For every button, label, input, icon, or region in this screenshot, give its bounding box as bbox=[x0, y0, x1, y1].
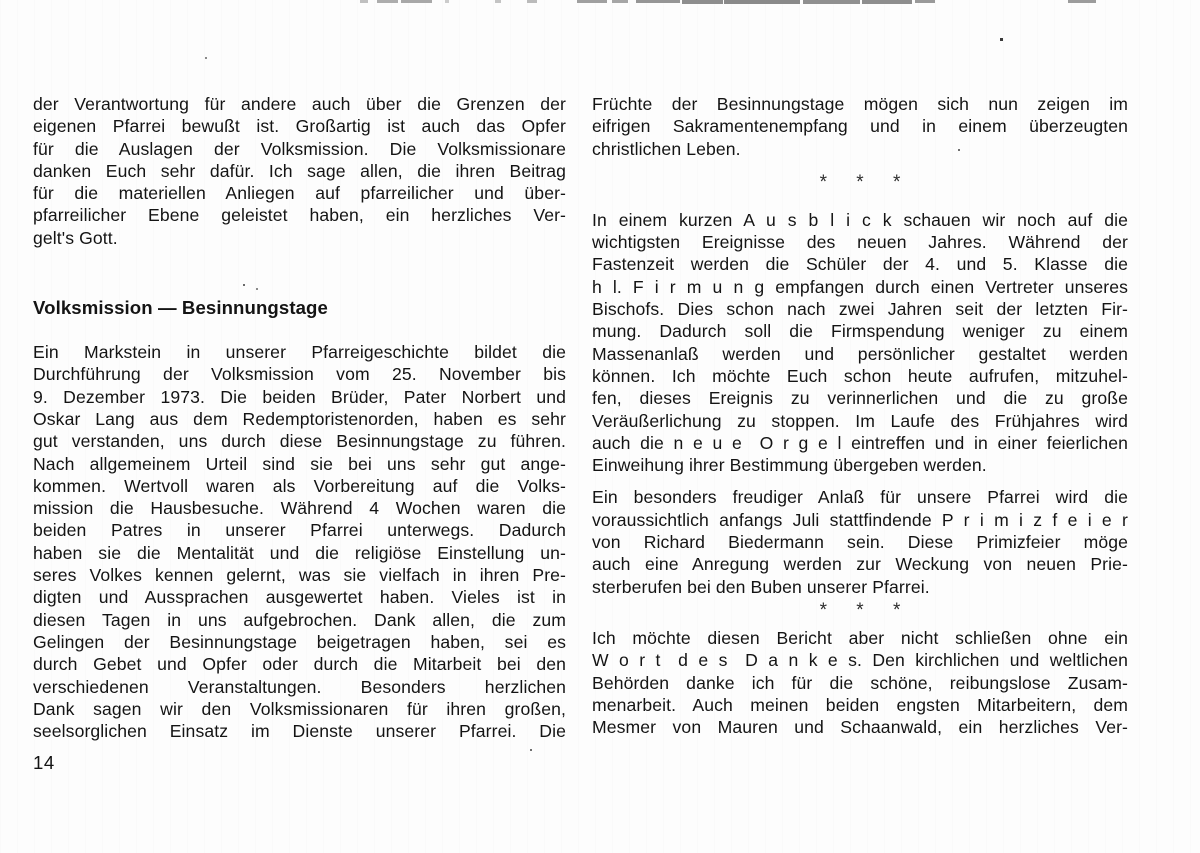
text-line: Fastenzeit werden die Schüler der 4. und 5. Klasse die bbox=[592, 254, 1128, 275]
paragraph-outlook bbox=[592, 209, 1128, 477]
text-line: Durchführung der Volksmission vom 25. November bis bbox=[33, 364, 566, 385]
text-line: verschiedenen Veranstaltungen. Besonders herzlichen bbox=[33, 676, 566, 697]
text-line: Einweihung ihrer Bestimmung übergeben werden. bbox=[592, 455, 987, 476]
text-line: Ich möchte diesen Bericht aber nicht schließen ohne ein bbox=[592, 627, 1128, 648]
text-line: Behörden danke ich für die schöne, reibungslose Zusam- bbox=[592, 672, 1128, 693]
text-line: digten und Aussprachen ausgewertet haben. Vieles ist in bbox=[33, 587, 566, 608]
scan-artifact bbox=[360, 0, 368, 3]
scan-speck bbox=[205, 57, 207, 59]
text-line: W o r t d e s D a n k e s. Den kirchlichen und weltlichen bbox=[592, 650, 1128, 671]
right-column bbox=[592, 93, 1128, 738]
scan-artifact bbox=[682, 0, 723, 4]
scan-artifact bbox=[445, 0, 449, 3]
paragraph-primizfeier bbox=[592, 486, 1128, 597]
scan-artifact bbox=[401, 0, 432, 3]
text-line: danken Euch sehr dafür. Ich sage allen, die ihren Beitrag bbox=[33, 160, 566, 181]
text-line: Oskar Lang aus dem Redemptoristenorden, haben es sehr bbox=[33, 408, 566, 429]
asterisk-separator: * * * bbox=[819, 599, 901, 621]
scan-artifact bbox=[377, 0, 398, 3]
text-line: für die Auslagen der Volksmission. Die Volksmissionare bbox=[33, 138, 566, 159]
paragraph-volksmission-report bbox=[33, 341, 566, 742]
text-line: durch Gebet und Opfer oder durch die Mitarbeit bei den bbox=[33, 654, 566, 675]
text-line: Früchte der Besinnungstage mögen sich nun zeigen im bbox=[592, 94, 1128, 114]
text-line: eifrigen Sakramentenempfang und in einem überzeugten bbox=[592, 116, 1128, 137]
section-heading-volksmission: Volksmission — Besinnungstage bbox=[33, 297, 328, 319]
text-line: Mesmer von Mauren und Schaanwald, ein herzliches Ver- bbox=[592, 717, 1128, 738]
scan-artifact bbox=[636, 0, 680, 3]
left-column bbox=[33, 93, 566, 742]
text-line: In einem kurzen A u s b l i c k schauen wir noch auf die bbox=[592, 209, 1128, 230]
scan-artifact bbox=[495, 0, 501, 3]
scan-artifact bbox=[527, 0, 537, 3]
scan-artifact bbox=[803, 0, 860, 4]
text-line: Bischofs. Dies schon nach zwei Jahren seit der letzten Fir- bbox=[592, 299, 1128, 320]
text-line: gelt's Gott. bbox=[33, 227, 118, 248]
text-line: christlichen Leben. bbox=[592, 138, 741, 159]
scan-artifact bbox=[915, 0, 935, 3]
text-line: mung. Dadurch soll die Firmspendung weniger zu einem bbox=[592, 321, 1128, 342]
text-line: h l. F i r m u n g empfangen durch einen Vertreter unseres bbox=[592, 276, 1128, 297]
scan-speck bbox=[530, 749, 532, 751]
text-line: 9. Dezember 1973. Die beiden Brüder, Pater Norbert und bbox=[33, 386, 566, 407]
text-line: wichtigsten Ereignisse des neuen Jahres. Während der bbox=[592, 232, 1128, 253]
text-line: Massenanlaß werden und persönlicher gestaltet werden bbox=[592, 343, 1128, 364]
asterisk-separator: * * * bbox=[819, 171, 901, 193]
text-line: für die materiellen Anliegen auf pfarreilicher und über- bbox=[33, 183, 566, 204]
text-line: Dank sagen wir den Volksmissionaren für ihren großen, bbox=[33, 698, 566, 719]
text-line: kommen. Wertvoll waren als Vorbereitung auf die Volks- bbox=[33, 475, 566, 496]
page-number: 14 bbox=[33, 752, 55, 773]
text-line: Veräußerlichung zu stoppen. Im Laufe des Frühjahres wird bbox=[592, 410, 1128, 431]
text-line: Ein Markstein in unserer Pfarreigeschichte bildet die bbox=[33, 342, 566, 363]
text-line: voraussichtlich anfangs Juli stattfindende P r i m i z f e i e r bbox=[592, 509, 1128, 530]
text-line: sterberufen bei den Buben unserer Pfarrei. bbox=[592, 576, 930, 597]
paragraph-thanks-offering bbox=[33, 93, 566, 249]
text-line: seres Volkes kennen gelernt, was sie vielfach in ihren Pre- bbox=[33, 565, 566, 586]
text-line: von Richard Biedermann sein. Diese Primizfeier möge bbox=[592, 532, 1128, 553]
paragraph-fruits-of-retreat bbox=[592, 93, 1128, 160]
text-line: können. Ich möchte Euch schon heute aufrufen, mitzuhel- bbox=[592, 365, 1128, 386]
text-line: fen, dieses Ereignis zu verinnerlichen und die zu große bbox=[592, 388, 1128, 409]
text-line: gut verstanden, uns durch diese Besinnungstage zu führen. bbox=[33, 431, 566, 452]
scan-artifact bbox=[862, 0, 912, 4]
text-line: der Verantwortung für andere auch über die Grenzen der bbox=[33, 94, 566, 114]
text-line: Ein besonders freudiger Anlaß für unsere Pfarrei wird die bbox=[592, 487, 1128, 508]
scan-artifact bbox=[577, 0, 607, 3]
scan-artifact bbox=[612, 0, 628, 3]
scan-artifact bbox=[724, 0, 800, 4]
text-line: Gelingen der Besinnungstage beigetragen haben, sei es bbox=[33, 631, 566, 652]
scan-artifact bbox=[1068, 0, 1096, 3]
text-line: auch die n e u e O r g e l eintreffen und in einer feierlichen bbox=[592, 432, 1128, 453]
text-line: eigenen Pfarrei bewußt ist. Großartig ist auch das Opfer bbox=[33, 116, 566, 137]
text-line: menarbeit. Auch meinen beiden engsten Mitarbeitern, dem bbox=[592, 694, 1128, 715]
text-line: seelsorglichen Einsatz im Dienste unserer Pfarrei. Die bbox=[33, 721, 566, 742]
text-line: haben sie die Mentalität und die religiöse Einstellung un- bbox=[33, 542, 566, 563]
text-line: mission die Hausbesuche. Während 4 Wochen waren die bbox=[33, 498, 566, 519]
text-line: Nach allgemeinem Urteil sind sie bei uns sehr gut ange- bbox=[33, 453, 566, 474]
scan-speck bbox=[1000, 38, 1003, 41]
paragraph-word-of-thanks bbox=[592, 627, 1128, 738]
text-line: diesen Tagen in uns aufgebrochen. Dank allen, die zum bbox=[33, 609, 566, 630]
text-line: beiden Patres in unserer Pfarrei unterwegs. Dadurch bbox=[33, 520, 566, 541]
text-line: pfarreilicher Ebene geleistet haben, ein herzliches Ver- bbox=[33, 205, 566, 226]
text-line: auch eine Anregung werden zur Weckung von neuen Prie- bbox=[592, 554, 1128, 575]
